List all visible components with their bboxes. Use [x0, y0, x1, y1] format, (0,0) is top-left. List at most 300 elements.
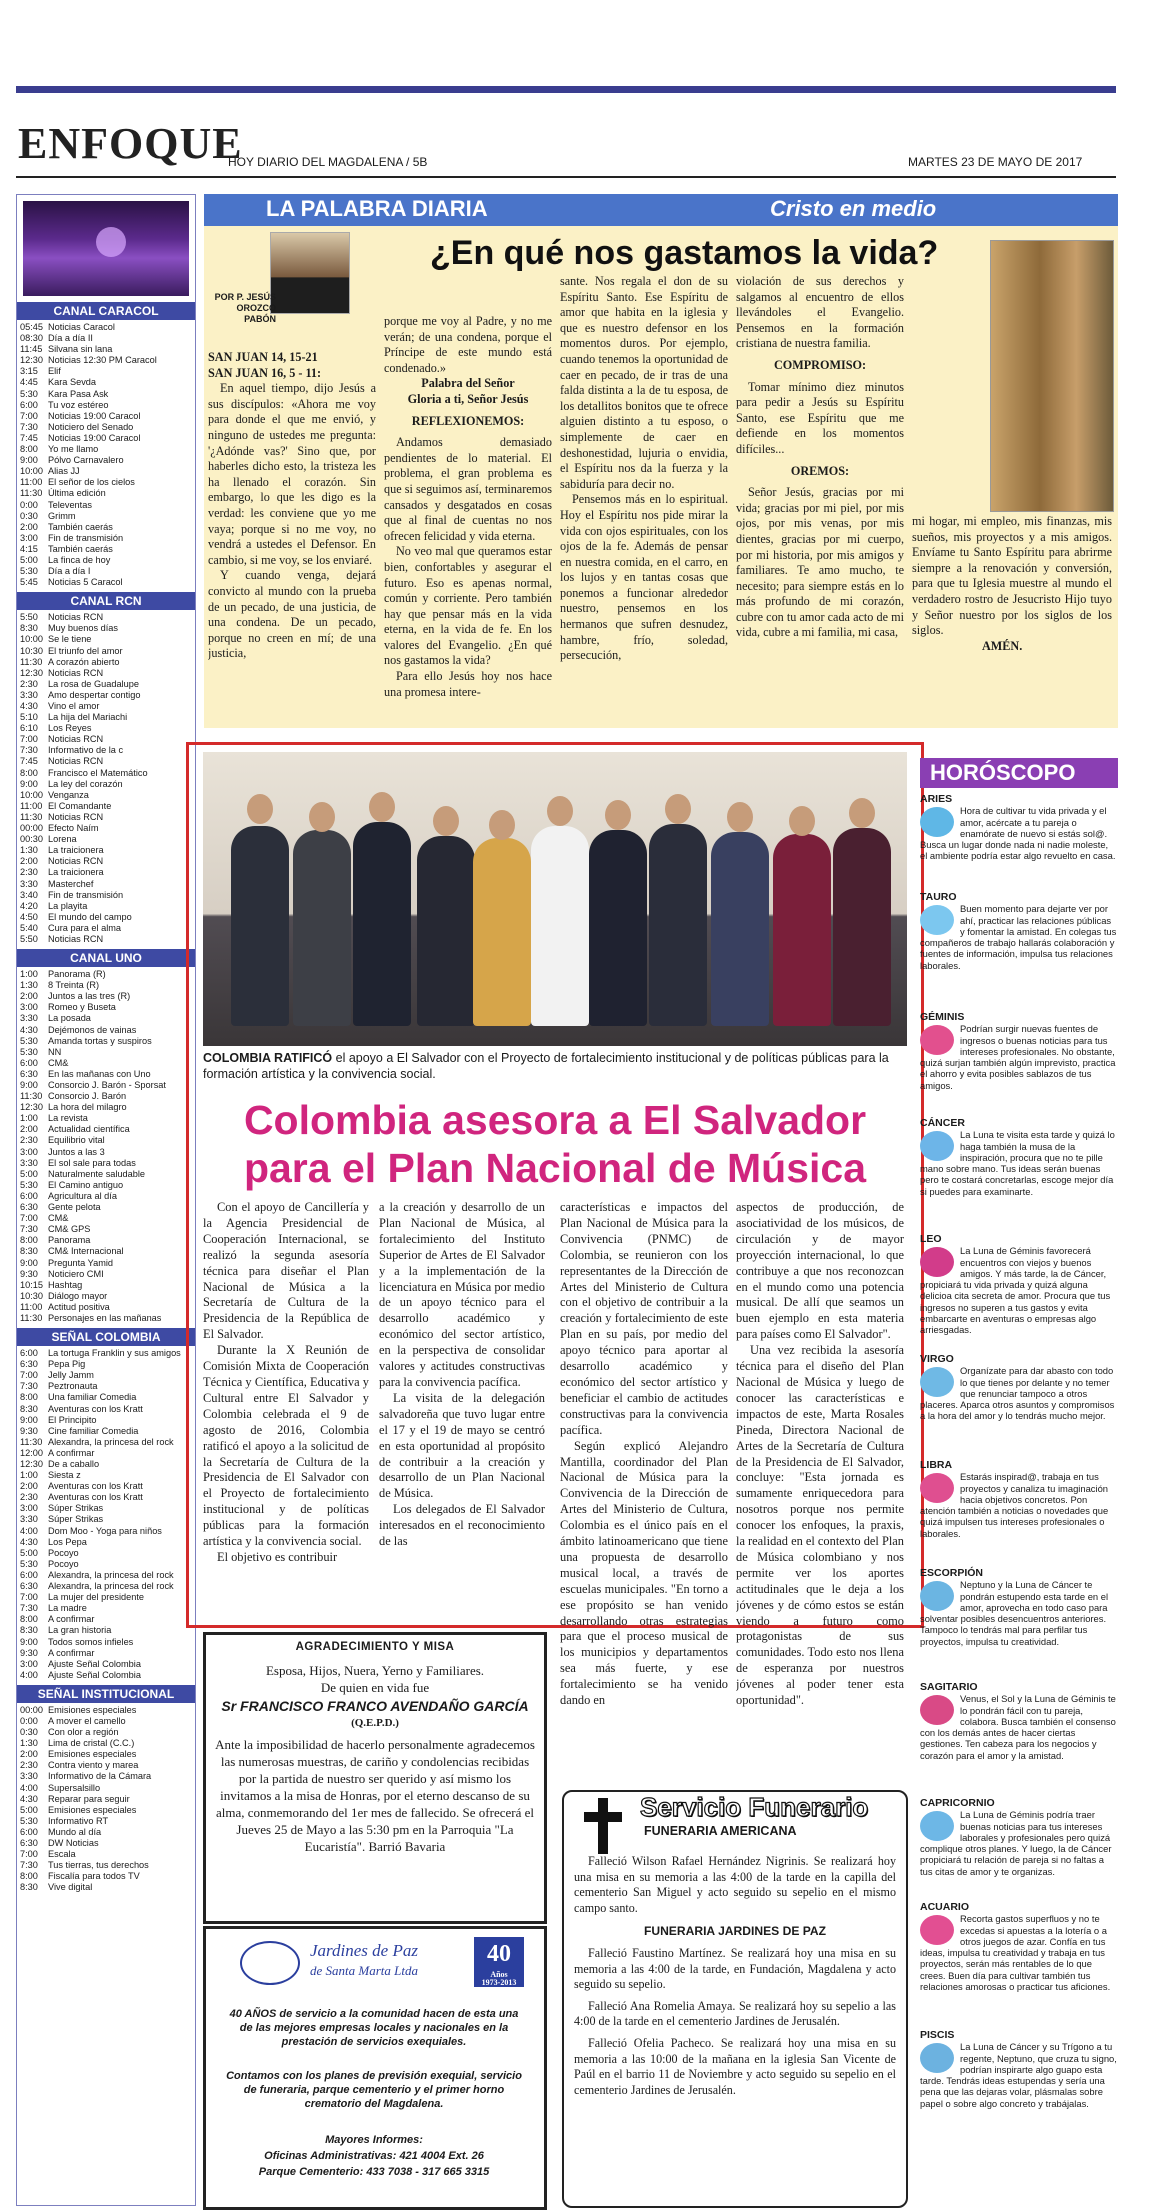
program-time: 5:30 — [20, 566, 38, 577]
program-time: 5:00 — [20, 1547, 38, 1558]
program-time: 11:00 — [20, 1301, 43, 1312]
program-time: 7:30 — [20, 1860, 38, 1871]
program-time: 7:45 — [20, 432, 38, 443]
program-time: 8:00 — [20, 444, 38, 455]
palabra-col-2 — [384, 314, 552, 722]
horoscope-sign — [920, 1568, 1118, 1647]
program-row — [17, 533, 195, 544]
program-name: Peztronauta — [48, 1381, 98, 1392]
program-row — [17, 1871, 195, 1882]
program-name: El sol sale para todas — [48, 1157, 136, 1168]
sign-name: VIRGO — [920, 1353, 954, 1365]
program-row — [17, 768, 195, 779]
program-name: La ley del corazón — [48, 778, 123, 789]
program-name: A mover el camello — [48, 1715, 126, 1726]
program-row — [17, 701, 195, 712]
program-name: Alias JJ — [48, 466, 80, 477]
program-row — [17, 912, 195, 923]
program-name: DW Noticias — [48, 1838, 99, 1848]
word-of-lord: Palabra del Señor — [421, 376, 515, 391]
article-p7: características e impactos del Plan Nacional de Música para la Convivencia (PNMC) de Colombia, se reunieron con los representantes de la Dirección de Artes del Ministerio de Cultura con el objetivo de contribuir a la creación y fortalecimiento de este Plan en su país, por medio del apoyo técnico para aportar al desarrollo académico y económico del sector artístico y beneficiar el cambio de actitudes constructivas para la convivencia pacífica. — [560, 1200, 728, 1437]
program-time: 2:00 — [20, 991, 38, 1002]
program-time: 4:30 — [20, 701, 38, 711]
program-name: Noticias RCN — [48, 856, 104, 867]
program-name: Cura para el alma — [48, 922, 122, 933]
program-row — [17, 969, 195, 980]
program-time: 3:00 — [20, 1002, 38, 1013]
program-row — [17, 712, 195, 723]
program-name: Noticias 19:00 Caracol — [48, 432, 141, 443]
program-name: Lima de cristal (C.C.) — [48, 1738, 135, 1749]
sign-name: LIBRA — [920, 1459, 953, 1471]
program-row — [17, 1670, 195, 1681]
program-name: La finca de hoy — [48, 554, 111, 565]
program-name: Juntos a las tres (R) — [48, 991, 131, 1002]
program-time: 11:30 — [20, 811, 43, 822]
program-row — [17, 1213, 195, 1224]
program-row — [17, 1716, 195, 1727]
program-name: Agricultura al día — [48, 1190, 117, 1201]
program-row — [17, 1392, 195, 1403]
program-row — [17, 1235, 195, 1246]
program-name: Pocoyo — [48, 1558, 79, 1569]
program-time: 8:00 — [20, 767, 38, 778]
jardines-logo — [240, 1941, 300, 1985]
program-time: 3:30 — [20, 1013, 38, 1024]
prayer-end: mi hogar, mi empleo, mis finanzas, mis sueños, mis proyectos y a mis amigos. Envíame tu Santo Espíritu para abrirme siempre a la renovación y conversión, para que tu Iglesia muestre al mundo el verdadero rostro de Jesucristo Hijo tuyo y Señor nuestro por los siglos de los siglos. — [912, 514, 1112, 638]
program-time: 1:00 — [20, 969, 38, 980]
program-name: La traicionera — [48, 867, 104, 878]
program-time: 10:00 — [20, 634, 43, 645]
reflexionemos-heading: REFLEXIONEMOS: — [411, 413, 525, 428]
servicio-funerario — [562, 1790, 908, 2208]
horoscope-sign — [920, 892, 1118, 971]
program-time: 9:30 — [20, 1268, 38, 1279]
program-row — [17, 1246, 195, 1257]
program-time: 10:00 — [20, 789, 43, 800]
program-time: 9:00 — [20, 1636, 38, 1647]
program-time: 10:30 — [20, 1290, 43, 1301]
program-name: Emisiones especiales — [48, 1704, 137, 1715]
program-time: 5:00 — [20, 1804, 38, 1815]
program-name: Mundo al día — [48, 1826, 102, 1837]
program-row — [17, 1036, 195, 1047]
channel-header: CANAL CARACOL — [17, 302, 195, 320]
program-name: El Principito — [48, 1414, 97, 1425]
horoscope-sign — [920, 1234, 1118, 1336]
program-time: 5:50 — [20, 933, 38, 944]
amen: AMÉN. — [982, 638, 1023, 653]
program-name: Jelly Jamm — [48, 1370, 94, 1381]
palabra-col-5 — [912, 514, 1112, 724]
caption-text: el apoyo a El Salvador con el Proyecto de fortalecimiento institucional y de políticas públicas para la formación artística y la convivencia social. — [203, 1051, 889, 1081]
program-time: 7:00 — [20, 1849, 38, 1860]
program-time: 7:00 — [20, 1370, 38, 1381]
program-time: 8:30 — [20, 1403, 38, 1414]
program-name: Kara Sevda — [48, 377, 97, 388]
program-row — [17, 1180, 195, 1191]
program-row — [17, 322, 195, 333]
program-name: Emisiones especiales — [48, 1749, 137, 1760]
program-time: 0:30 — [20, 510, 38, 521]
program-row — [17, 366, 195, 377]
program-row — [17, 823, 195, 834]
program-row — [17, 923, 195, 934]
sign-name: CAPRICORNIO — [920, 1797, 995, 1809]
reflection-p1: Andamos demasiado pendientes de lo material. El problema, el gran problema es que si seguimos así, terminaremos cansados y desgatados en cosas que al final de cuentas no nos ofrecen felicidad y vida eterna. — [384, 435, 552, 543]
program-time: 7:45 — [20, 756, 38, 767]
program-row — [17, 1481, 195, 1492]
program-name: Se le tiene — [48, 634, 92, 645]
program-row — [17, 1080, 195, 1091]
program-row — [17, 980, 195, 991]
program-name: Noticias 5 Caracol — [48, 577, 123, 588]
program-name: También caerás — [48, 521, 113, 532]
program-name: Día a día II — [48, 333, 93, 344]
program-name: Noticias RCN — [48, 667, 104, 678]
program-row — [17, 1280, 195, 1291]
program-row — [17, 934, 195, 945]
program-row — [17, 1359, 195, 1370]
program-name: Noticias Caracol — [48, 322, 115, 332]
program-row — [17, 1102, 195, 1113]
program-name: Noticiero del Senado — [48, 421, 134, 432]
sign-name: GÉMINIS — [920, 1011, 965, 1023]
program-time: 12:30 — [20, 667, 43, 678]
obituary-entry: Falleció Ana Romelia Amaya. Se realizará hoy su sepelio a las 4:00 de la tarde en el cementerio Jardines de Jerusalén. — [574, 1998, 896, 2029]
funerario-entries — [574, 1854, 896, 2104]
program-time: 3:00 — [20, 532, 38, 543]
program-name: Hashtag — [48, 1279, 83, 1290]
gospel-text-2: Y cuando venga, dejará convicto al mundo con la prueba de un pecado, de una justicia, de una condena. De un pecado, porque no creen en mí; de una justicia, — [208, 568, 376, 661]
program-time: 0:00 — [20, 1715, 38, 1726]
palabra-col-1 — [208, 350, 376, 722]
article-col-2 — [379, 1200, 545, 1612]
program-time: 1:00 — [20, 1470, 38, 1481]
sign-name: ACUARIO — [920, 1901, 969, 1913]
program-name: El Comandante — [48, 800, 112, 811]
program-name: Una familiar Comedia — [48, 1392, 137, 1403]
program-name: Escala — [48, 1849, 76, 1860]
horoscope-sign — [920, 1902, 1118, 1992]
palabra-col-3 — [560, 274, 728, 722]
sign-name: ESCORPIÓN — [920, 1567, 984, 1579]
program-time: 12:30 — [20, 355, 43, 366]
prayer-text: Señor Jesús, gracias por mi vida; gracias por mi piel, por mis ojos, por mis venas, por mis dientes, gracias por mi cuerpo, por mi historia, por mis amigos y familiares. Te amo mucho, te necesito; para siempre estás en lo más profundo de mi corazón, cubre con tu amor cada acto de mi vida, cubre a mi familia, mi casa, — [736, 485, 904, 640]
article-p10: Una vez recibida la asesoría técnica para el diseño del Plan Nacional de Música y luego de conocer las características e impactos de este, Marta Rosales Pineda, Directora Nacional de Artes de la Secretaría de Cultura de la Presidencia de El Salvador, concluye: "Esta jornada es sumamente enriquecedora para nosotros porque nos permite conocer los enfoques, la praxis, la realidad en el contexto del Plan de Música colombiano y nos permite ver los aportes actitudinales que le deja a los jóvenes y de cómo estos se están viendo a futuro como protagonistas de sus comunidades. Todo esto nos llena de esperanza por nuestros jóvenes al poder tener esta oportunidad". — [736, 1343, 904, 1708]
program-name: Masterchef — [48, 878, 94, 889]
program-row — [17, 1827, 195, 1838]
program-time: 08:30 — [20, 333, 43, 344]
program-row — [17, 1058, 195, 1069]
program-row — [17, 1426, 195, 1437]
program-row — [17, 1625, 195, 1636]
program-name: Grimm — [48, 510, 76, 521]
program-row — [17, 1302, 195, 1313]
program-time: 8:00 — [20, 1614, 38, 1625]
program-name: Francisco el Matemático — [48, 767, 148, 778]
program-name: Alexandra, la princesa del rock — [48, 1436, 174, 1447]
program-time: 2:00 — [20, 1481, 38, 1492]
jardines-name-2: de Santa Marta Ltda — [310, 1963, 418, 1978]
program-time: 12:00 — [20, 1447, 43, 1458]
program-name: Noticias RCN — [48, 612, 104, 623]
obituary-entry: Falleció Wilson Rafael Hernández Nigrinis. Se realizará hoy una misa en su memoria a las 4:00 de la tarde en la capilla del cementerio San Miguel y acto seguido su sepelio en el mismo campo santo. — [574, 1854, 896, 1915]
program-time: 11:45 — [20, 344, 43, 355]
program-time: 9:30 — [20, 1425, 38, 1436]
program-time: 4:45 — [20, 377, 38, 388]
program-time: 7:30 — [20, 1381, 38, 1392]
sign-name: LEO — [920, 1233, 942, 1245]
program-row — [17, 1614, 195, 1625]
program-time: 11:30 — [20, 488, 43, 499]
program-row — [17, 1771, 195, 1782]
program-row — [17, 400, 195, 411]
horoscope-sign — [920, 2030, 1118, 2109]
program-name: Consorcio J. Barón - Sporsat — [48, 1080, 166, 1090]
cross-icon — [582, 1798, 624, 1854]
program-row — [17, 867, 195, 878]
caption-lead: COLOMBIA RATIFICÓ — [203, 1051, 333, 1065]
program-time: 05:45 — [20, 322, 43, 332]
program-row — [17, 355, 195, 366]
program-name: Los Pepa — [48, 1536, 87, 1547]
program-row — [17, 1514, 195, 1525]
palabra-col-4 — [736, 274, 904, 722]
gospel-ref: SAN JUAN 14, 15-21 — [208, 350, 318, 364]
program-time: 4:00 — [20, 1782, 38, 1793]
program-row — [17, 1838, 195, 1849]
agradecimiento-sub: De quien en vida fue — [320, 1680, 430, 1695]
article-p9: aspectos de producción, de asociatividad de los músicos, de circulación y de mayor proyección internacional, lo que contribuye a que nos reconozcan en el mundo como una potencia musical. De allí que seamos un buen ejemplo en esta materia para países como El Salvador". — [736, 1200, 904, 1342]
jardines-ad — [203, 1926, 547, 2210]
program-row — [17, 389, 195, 400]
program-row — [17, 444, 195, 455]
program-time: 5:00 — [20, 1168, 38, 1179]
reflection-p4: sante. Nos regala el don de su Espíritu Santo. Ese Espíritu de amor que habita en la iglesia y que es nuestro defensor en los momentos duros. Por ejemplo, cuando tenemos la oportunidad de caer en pecado, de ir tras de una falda distinta a la de tu esposa, de los detallitos bonitos que te ofrece alguien distinto a tu esposo, o simplemente de caer en deshonestidad, lujuria o envidia, el Espíritu nos da la fuerza y la sabiduría para decir no. — [560, 274, 728, 491]
program-row — [17, 690, 195, 701]
program-row — [17, 856, 195, 867]
program-name: Noticias RCN — [48, 734, 104, 745]
funerario-title: Servicio Funerario — [640, 1792, 869, 1822]
program-time: 1:30 — [20, 1738, 38, 1749]
program-time: 8:00 — [20, 1392, 38, 1403]
program-row — [17, 1581, 195, 1592]
program-row — [17, 1202, 195, 1213]
program-row — [17, 344, 195, 355]
program-name: Romeo y Buseta — [48, 1002, 116, 1013]
program-row — [17, 1882, 195, 1893]
program-row — [17, 845, 195, 856]
program-row — [17, 433, 195, 444]
program-row — [17, 723, 195, 734]
horoscope-sign — [920, 1798, 1118, 1877]
sign-text: La Luna te visita esta tarde y quizá lo haga también la musa de la inspiración, procura que no te pille mano sobre mano. Tus ideas serán buenas pero te costará concretarlas, escoge mejor día si puedes para examinarte. — [920, 1129, 1115, 1197]
program-row — [17, 623, 195, 634]
program-name: Panorama (R) — [48, 969, 106, 980]
program-row — [17, 991, 195, 1002]
program-name: Cine familiar Comedia — [48, 1425, 139, 1436]
program-row — [17, 1291, 195, 1302]
program-row — [17, 1794, 195, 1805]
horoscope-sign — [920, 1354, 1118, 1422]
program-row — [17, 1537, 195, 1548]
obituary-entry: Falleció Faustino Martínez. Se realizará hoy una misa en su memoria a las 4:00 de la tarde, en Fundación, Magdalena y acto seguido su sepelio. — [574, 1945, 896, 1992]
program-time: 6:30 — [20, 1838, 38, 1848]
compromiso-heading: COMPROMISO: — [773, 357, 867, 372]
program-name: Pregunta Yamid — [48, 1257, 114, 1268]
program-name: CM& GPS — [48, 1224, 91, 1235]
program-row — [17, 1437, 195, 1448]
program-name: Ajuste Señal Colombia — [48, 1658, 141, 1669]
program-name: Naturalmente saludable — [48, 1168, 146, 1179]
rip-mark: (Q.E.P.D.) — [351, 1717, 399, 1729]
program-row — [17, 1749, 195, 1760]
program-row — [17, 455, 195, 466]
program-time: 0:00 — [20, 499, 38, 510]
article-p2: Durante la X Reunión de Comisión Mixta de Cooperación Técnica y Científica, Educativa y Cultural entre El Salvador y Colombia celebrada el 9 de agosto de 2016, Colombia ratificó el apoyo a la solicitud de la Secretaría de Cultura de la Presidencia de El Salvador con el Proyecto de fortalecimiento institucional y de políticas públicas para la formación artística y la convivencia social. — [203, 1343, 369, 1549]
program-row — [17, 1648, 195, 1659]
article-p8: Según explicó Alejandro Mantilla, coordinador del Plan Nacional de Música para la Convivencia de la Dirección de Artes del Ministerio de Cultura, Colombia es el único país en el ámbito latinoamericano que tiene una propuesta de desarrollo musical local, a través de escuelas municipales. "En torno a ese propósito se han venido desarrollando otras estrategias para que el proceso musical de los municipios y departamentos sea más fuerte, y ese fortalecimiento se ha venido dando en — [560, 1438, 728, 1708]
program-name: Lorena — [48, 834, 77, 845]
program-name: Todos somos infieles — [48, 1636, 134, 1647]
sign-text: Organízate para dar abasto con todo lo que tienes por delante y no temer que renunciar tampoco a otros placeres. Aparca otros asuntos y compromisos a la hora del amor y lo tendrás mucho mejor. — [920, 1365, 1115, 1422]
program-name: Noticias RCN — [48, 811, 104, 822]
program-time: 3:00 — [20, 1503, 38, 1514]
program-name: Ajuste Señal Colombia — [48, 1669, 141, 1680]
program-row — [17, 1492, 195, 1503]
program-time: 10:15 — [20, 1279, 43, 1290]
program-name: Aventuras con los Kratt — [48, 1492, 143, 1503]
program-name: CM& — [48, 1213, 69, 1224]
program-name: Informativo RT — [48, 1815, 109, 1826]
program-time: 6:00 — [20, 399, 38, 410]
compromiso-text: Tomar mínimo diez minutos para pedir a Jesús su Espíritu Santo, ese Espíritu que me defiende en los momentos difíciles... — [736, 379, 904, 456]
program-row — [17, 1570, 195, 1581]
gospel-ref-2: SAN JUAN 16, 5 - 11: — [208, 365, 322, 380]
program-name: La tortuga Franklin y sus amigos — [48, 1348, 181, 1359]
program-time: 11:00 — [20, 800, 43, 811]
program-name: Elif — [48, 366, 61, 377]
program-row — [17, 734, 195, 745]
program-time: 12:30 — [20, 1102, 43, 1113]
program-row — [17, 1113, 195, 1124]
program-name: Noticiero CMI — [48, 1268, 104, 1279]
program-time: 3:30 — [20, 689, 38, 700]
program-time: 3:40 — [20, 889, 38, 900]
program-name: Amo despertar contigo — [48, 689, 141, 700]
jardines-info-1: Oficinas Administrativas: 421 4004 Ext. 26 — [264, 2150, 484, 2162]
article-p6: Los delegados de El Salvador interesados en el reconocimiento de las — [379, 1502, 545, 1549]
program-name: Informativo de la Cámara — [48, 1771, 152, 1782]
program-name: A confirmar — [48, 1647, 95, 1658]
program-time: 11:00 — [20, 477, 43, 488]
reflection-p3: Para ello Jesús hoy nos hace una promesa intere- — [384, 669, 552, 699]
program-row — [17, 1069, 195, 1080]
reflection-p5: Pensemos más en lo espiritual. Hoy el Espíritu nos pide mirar la vida con ojos espirituales, con los ojos de la fe. Además de pensar en nuestra comida, en el carro, en los lujos y en tantas cosas que ponemos a funcionar alrededor nuestro, pensemos en los hermanos que sufren desnudez, hambre, frío, soledad, persecución, — [560, 492, 728, 663]
program-name: Silvana sin lana — [48, 344, 113, 355]
program-time: 4:20 — [20, 900, 38, 911]
program-row — [17, 488, 195, 499]
program-row — [17, 511, 195, 522]
program-time: 6:00 — [20, 1057, 38, 1068]
program-name: Súper Strikas — [48, 1514, 104, 1525]
program-row — [17, 1370, 195, 1381]
program-name: Actualidad científica — [48, 1124, 130, 1135]
program-name: La gran historia — [48, 1625, 112, 1636]
program-row — [17, 1592, 195, 1603]
program-name: Última edición — [48, 488, 106, 499]
palabra-header-left: LA PALABRA DIARIA — [266, 196, 488, 221]
program-time: 2:30 — [20, 1492, 38, 1503]
agradecimiento-title: AGRADECIMIENTO Y MISA — [295, 1641, 455, 1653]
program-time: 4:50 — [20, 911, 38, 922]
program-time: 10:30 — [20, 645, 43, 656]
program-time: 2:00 — [20, 1749, 38, 1760]
oremos-heading: OREMOS: — [790, 463, 850, 478]
program-time: 6:00 — [20, 1348, 38, 1359]
program-name: La playita — [48, 900, 88, 911]
program-row — [17, 901, 195, 912]
horoscope-sign — [920, 1012, 1118, 1091]
program-row — [17, 1459, 195, 1470]
article-p5: La visita de la delegación salvadoreña que tuvo lugar entre el 17 y el 19 de mayo se centró en esta oportunidad al propósito de contribuir a la creación y desarrollo de un Plan Nacional de Música. — [379, 1390, 545, 1501]
program-time: 5:30 — [20, 1179, 38, 1190]
tv-channel-list — [17, 302, 195, 1893]
program-row — [17, 577, 195, 588]
program-row — [17, 745, 195, 756]
program-name: Juntos a las 3 — [48, 1146, 105, 1157]
program-time: 5:30 — [20, 1035, 38, 1046]
program-time: 8:00 — [20, 1235, 38, 1246]
program-row — [17, 1169, 195, 1180]
agradecimiento-body: Ante la imposibilidad de hacerlo personalmente agradecemos las numerosas muestras, de cariño y condolencias recibidas por la partida de nuestro ser querido y así mismo los invitamos a la misa de Honras, por el eterno descanso de su alma, conmemorando del 1er mes de fallecido. Se ofrecerá el Jueves 25 de Mayo a las 5:30 pm en la Parroquia "La Eucaristía". Barrió Bavaria — [215, 1737, 535, 1854]
program-row — [17, 1381, 195, 1392]
program-name: Pocoyo — [48, 1547, 79, 1558]
program-name: A corazón abierto — [48, 656, 120, 667]
sign-text: Hora de cultivar tu vida privada y el amor, acércate a tu pareja o enamórate de nuevo si estás sol@. Busca un lugar donde nada ni nadie moleste, el ambiente podría estar algo revuelto en casa. — [920, 805, 1116, 862]
program-name: Efecto Naím — [48, 823, 99, 834]
program-time: 2:30 — [20, 1760, 38, 1771]
deceased-name: Sr FRANCISCO FRANCO AVENDAÑO GARCÍA — [221, 1698, 529, 1714]
horoscope-sign — [920, 794, 1118, 862]
program-name: Fiscalía para todos TV — [48, 1871, 140, 1882]
program-name: Gente pelota — [48, 1202, 101, 1213]
program-row — [17, 1559, 195, 1570]
program-name: Siesta z — [48, 1470, 81, 1481]
program-time: 7:00 — [20, 410, 38, 421]
program-time: 6:30 — [20, 1202, 38, 1213]
program-time: 9:00 — [20, 1414, 38, 1425]
program-name: Aventuras con los Kratt — [48, 1403, 143, 1414]
program-time: 8:00 — [20, 1871, 38, 1882]
photo-caption — [203, 1050, 907, 1082]
program-row — [17, 612, 195, 623]
program-row — [17, 1738, 195, 1749]
program-name: Consorcio J. Barón — [48, 1091, 127, 1102]
horoscope-sign — [920, 1118, 1118, 1197]
program-name: Pólvo Carnavalero — [48, 455, 124, 466]
program-time: 8:30 — [20, 1882, 38, 1893]
program-name: 8 Treinta (R) — [48, 980, 100, 991]
program-row — [17, 1025, 195, 1036]
program-time: 11:30 — [20, 1091, 43, 1102]
program-name: Tu voz estéreo — [48, 399, 109, 410]
program-row — [17, 634, 195, 645]
program-time: 3:15 — [20, 366, 38, 377]
program-row — [17, 1637, 195, 1648]
program-name: El señor de los cielos — [48, 477, 135, 488]
